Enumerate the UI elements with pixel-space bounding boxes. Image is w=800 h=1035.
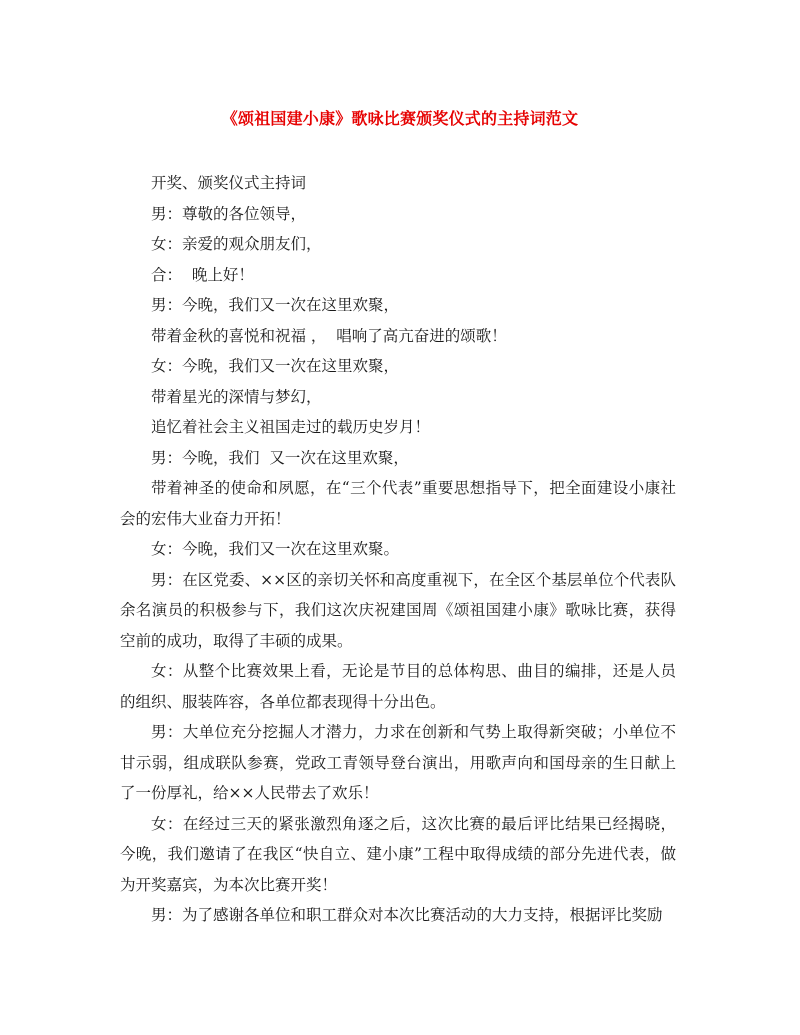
paragraph: 女：今晚，我们又一次在这里欢聚， bbox=[151, 357, 400, 375]
paragraph: 男：大单位充分挖掘人才潜力，力求在创新和气势上取得新突破；小单位不甘示弱，组成联队参赛，党政工青领导登台演出，用歌声向和国母亲的生日献上了一份厚礼，给××人民带去了欢乐！ bbox=[120, 723, 676, 802]
paragraph: 开奖、颁奖仪式主持词 bbox=[151, 174, 307, 192]
paragraph: 女：在经过三天的紧张激烈角逐之后，这次比赛的最后评比结果已经揭晓，今晚，我们邀请了在我区“快自立、建小康”工程中取得成绩的部分先进代表，做为开奖嘉宾，为本次比赛开奖！ bbox=[120, 814, 676, 894]
paragraph: 女：今晚，我们又一次在这里欢聚。 bbox=[151, 540, 400, 558]
paragraph: 男：今晚，我们又一次在这里欢聚， bbox=[151, 296, 400, 314]
paragraph: 女：从整个比赛效果上看，无论是节目的总体构思、曲目的编排，还是人员的组织、服装阵容，各单位都表现得十分出色。 bbox=[120, 662, 676, 711]
paragraph: 带着星光的深情与梦幻， bbox=[151, 387, 322, 406]
document-body bbox=[120, 168, 676, 931]
paragraph: 合： 晚上好！ bbox=[151, 265, 254, 284]
paragraph: 男：今晚，我们 又一次在这里欢聚， bbox=[151, 448, 409, 467]
paragraph: 女：亲爱的观众朋友们， bbox=[151, 235, 322, 253]
paragraph: 男：尊敬的各位领导， bbox=[151, 204, 307, 223]
document-title: 《颂祖国建小康》歌咏比赛颁奖仪式的主持词范文 bbox=[221, 109, 579, 128]
paragraph: 男：在区党委、××区的亲切关怀和高度重视下，在全区个基层单位个代表队余名演员的积极参与下，我们这次庆祝建国周《颂祖国建小康》歌咏比赛，获得空前的成功，取得了丰硕的成果。 bbox=[120, 570, 676, 650]
paragraph: 男：为了感谢各单位和职工群众对本次比赛活动的大力支持，根据评比奖励 bbox=[151, 906, 663, 924]
paragraph: 带着神圣的使命和夙愿，在“三个代表”重要思想指导下，把全面建设小康社会的宏伟大业奋力开拓！ bbox=[120, 479, 676, 528]
paragraph: 追忆着社会主义祖国走过的载历史岁月！ bbox=[151, 418, 431, 436]
paragraph: 带着金秋的喜悦和祝福 ， 唱响了高亢奋进的颂歌！ bbox=[151, 326, 507, 345]
